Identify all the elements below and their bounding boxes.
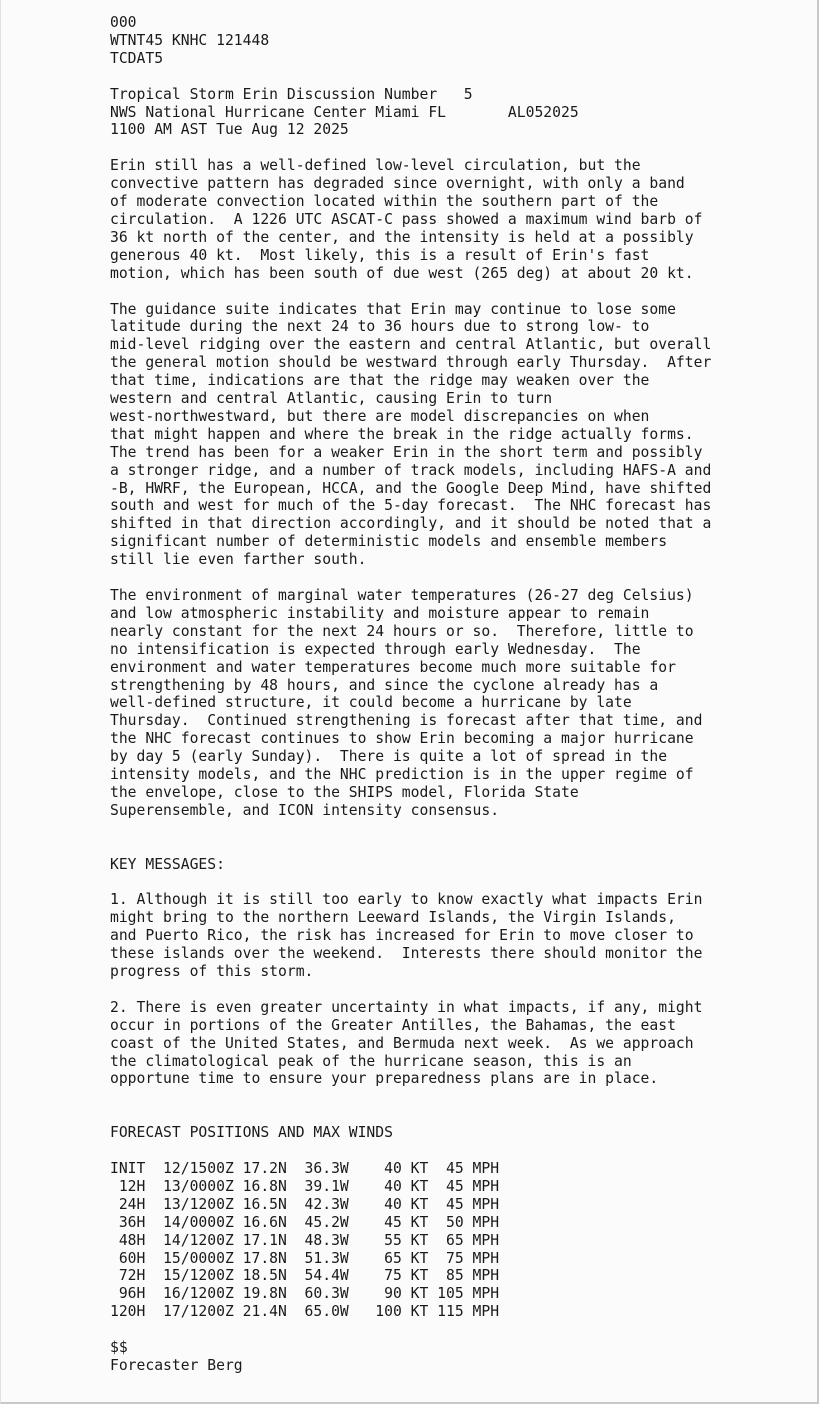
forecast-row: 60H 15/0000Z 17.8N 51.3W 65 KT 75 MPH	[110, 1249, 500, 1267]
forecast-table	[110, 1160, 711, 1321]
forecast-row: 96H 16/1200Z 19.8N 60.3W 90 KT 105 MPH	[110, 1285, 500, 1303]
forecast-row: 24H 13/1200Z 16.5N 42.3W 40 KT 45 MPH	[110, 1195, 500, 1213]
product-id: 000	[110, 14, 137, 31]
forecast-row: 48H 14/1200Z 17.1N 48.3W 55 KT 65 MPH	[110, 1231, 500, 1249]
forecast-row: 12H 13/0000Z 16.8N 39.1W 40 KT 45 MPH	[110, 1177, 500, 1195]
key-message-1: 1. Although it is still too early to know exactly what impacts Erin might bring to the northern Leeward Islands, the Virgin Islands, and Puerto Rico, the risk has increased for Erin to move closer to these islands over the weekend. Interests there should monitor the progress of this storm.	[110, 891, 703, 981]
paragraph-intensity: The environment of marginal water temperatures (26-27 deg Celsius) and low atmospheric instability and moisture appear to remain nearly constant for the next 24 hours or so. Therefore, little to no intensification is expected through early Wednesday. The environment and water temperatures become much more suitable for strengthening by 48 hours, and since the cyclone already has a well-defined structure, it could become a hurricane by late Thursday. Continued strengthening is forecast after that time, and the NHC forecast continues to show Erin becoming a major hurricane by day 5 (early Sunday). There is quite a lot of spread in the intensity models, and the NHC prediction is in the upper regime of the envelope, close to the SHIPS model, Florida State Superensemble, and ICON intensity consensus.	[110, 587, 703, 819]
key-messages-heading: KEY MESSAGES:	[110, 855, 225, 873]
awips-id: TCDAT5	[110, 49, 164, 67]
key-message-2: 2. There is even greater uncertainty in what impacts, if any, might occur in portions of the Greater Antilles, the Bahamas, the east coast of the United States, and Bermuda next week. As we approach the climatological peak of the hurricane season, this is an opportune time to ensure your preparedness plans are in place.	[110, 998, 703, 1088]
paragraph-track-guidance: The guidance suite indicates that Erin may continue to lose some latitude during the next 24 to 36 hours due to strong low- to mid-level ridging over the eastern and central Atlantic, but overall the general motion should be westward through early Thursday. After that time, indications are that the ridge may weaken over the western and central Atlantic, causing Erin to turn west-northwestward, but there are model discrepancies on when that might happen and where the break in the ridge actually forms. The trend has been for a weaker Erin in the short term and possibly a stronger ridge, and a number of track models, including HAFS-A and -B, HWRF, the European, HCCA, and the Google Deep Mind, have shifted south and west for much of the 5-day forecast. The NHC forecast has shifted in that direction accordingly, and it should be noted that a significant number of deterministic models and ensemble members still lie even farther south.	[110, 300, 712, 569]
forecast-heading: FORECAST POSITIONS AND MAX WINDS	[110, 1124, 393, 1142]
forecast-row: INIT 12/1500Z 17.2N 36.3W 40 KT 45 MPH	[110, 1160, 500, 1177]
forecast-row: 72H 15/1200Z 18.5N 54.4W 75 KT 85 MPH	[110, 1267, 500, 1285]
paragraph-current-status: Erin still has a well-defined low-level circulation, but the convective pattern has degraded since overnight, with only a band of moderate convection located within the southern part of the circulation. A 1226 UTC ASCAT-C pass showed a maximum wind barb of 36 kt north of the center, and the intensity is held at a possibly generous 40 kt. Most likely, this is a result of Erin's fast motion, which has been south of due west (265 deg) at about 20 kt.	[110, 157, 703, 282]
forecaster-name: Forecaster Berg	[110, 1356, 243, 1374]
wmo-header: WTNT45 KNHC 121448	[110, 31, 270, 49]
end-of-product-marker: $$	[110, 1339, 128, 1357]
issue-time: 1100 AM AST Tue Aug 12 2025	[110, 121, 349, 139]
forecast-row: 120H 17/1200Z 21.4N 65.0W 100 KT 115 MPH	[110, 1303, 500, 1321]
forecast-row: 36H 14/0000Z 16.6N 45.2W 45 KT 50 MPH	[110, 1213, 500, 1231]
issuing-office: NWS National Hurricane Center Miami FL AL052025	[110, 103, 579, 121]
discussion-title: Tropical Storm Erin Discussion Number 5	[110, 85, 473, 103]
discussion-text	[110, 14, 711, 1375]
